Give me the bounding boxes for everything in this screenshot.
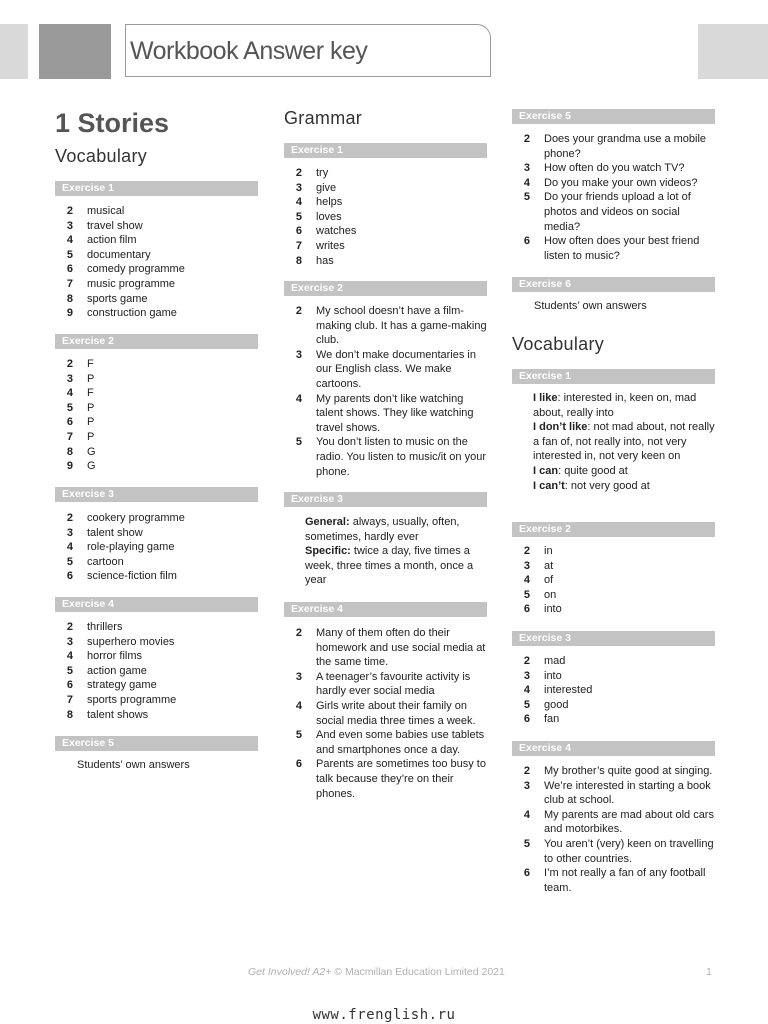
list-item [284,210,487,225]
item-text: construction game [87,307,177,320]
exercise-3-answers [305,515,487,588]
list-item [512,559,715,574]
list-item [55,386,258,401]
dont-like-text: : not mad about, not really a fan of, not really into, not very interested in, not very keen on [533,421,715,463]
item-text: interested [544,684,593,697]
answer-list [55,357,258,474]
list-item [284,195,487,210]
item-number: 4 [66,387,73,400]
section-title-vocabulary: Vocabulary [55,146,148,166]
item-text: musical [87,205,125,217]
list-item [512,808,715,837]
item-text: strategy game [87,679,157,692]
can-label: I can [533,464,559,477]
item-text: We’re interested in starting a book club at school. [544,779,711,807]
footer-book-title: Get Involved! A2+ [248,966,332,978]
item-text: How often do you watch TV? [544,162,685,175]
list-item [55,693,258,708]
exercise-header: Exercise 5 [512,109,715,124]
list-item [512,669,715,684]
item-number: 7 [66,277,73,290]
item-text: comedy programme [87,263,185,276]
item-text: Do you make your own videos? [544,176,698,189]
answer-list [55,620,258,722]
specific-label: Specific: [305,545,351,558]
item-text: G [87,460,96,473]
item-text: And even some babies use tablets and smartphones once a day. [316,729,485,756]
footer-copyright-text: © Macmillan Education Limited 2021 [331,966,505,978]
item-text: Girls write about their family on social media three times a week. [316,699,476,727]
item-text: role-playing game [87,541,175,554]
answer-list [284,626,487,801]
list-item [512,544,715,559]
item-text: thrillers [87,621,123,633]
list-item [55,459,258,474]
list-item [55,635,258,650]
item-text: A teenager’s favourite activity is hardly ever social media [316,670,471,698]
item-number: 3 [523,669,530,682]
item-number: 3 [295,348,302,361]
exercise-header: Exercise 1 [284,143,487,158]
section-title-grammar: Grammar [284,108,363,128]
exercise-header: Exercise 6 [512,277,715,292]
header-tab-right [698,24,768,79]
item-number: 6 [295,758,302,771]
item-text: P [87,416,95,429]
exercise-header: Exercise 4 [512,741,715,756]
general-label: General: [305,516,350,528]
item-text: G [87,445,96,458]
list-item [55,678,258,693]
exercise-header: Exercise 3 [284,492,487,507]
list-item [512,602,715,617]
list-item [55,292,258,307]
item-number: 5 [66,401,73,414]
item-number: 3 [66,219,73,232]
item-number: 2 [66,205,73,217]
item-number: 8 [66,292,73,305]
item-number: 8 [66,445,73,458]
list-item [512,176,715,191]
item-text: into [544,603,562,616]
list-item [512,779,715,808]
item-number: 6 [523,603,530,616]
header-tab-dark [39,24,111,79]
item-number: 4 [523,574,530,587]
item-text: at [544,559,554,572]
item-number: 2 [523,765,530,777]
item-number: 8 [295,254,302,267]
item-number: 2 [523,133,530,145]
item-number: 3 [66,372,73,385]
list-item [284,181,487,196]
list-item [284,392,487,436]
item-number: 4 [295,699,302,712]
answer-text: Students’ own answers [77,759,190,771]
list-item [55,415,258,430]
list-item [512,588,715,603]
item-text: has [316,254,334,267]
exercise-header: Exercise 4 [284,602,487,617]
item-number: 5 [523,698,530,711]
list-item [55,248,258,263]
can-text: : quite good at [558,464,628,477]
list-item [284,435,487,479]
item-text: Does your grandma use a mobile phone? [544,133,707,160]
item-number: 4 [66,234,73,247]
list-item [512,234,715,263]
item-number: 4 [523,176,530,189]
answer-list [512,654,715,727]
item-text: cookery programme [87,512,185,524]
list-item [512,573,715,588]
item-text: My school doesn’t have a film-making club. It has a game-making club. [316,305,487,347]
general-text: always, usually, often, sometimes, hardly ever [305,516,460,543]
list-item [512,654,715,669]
item-text: documentary [87,248,151,261]
header-box [125,24,491,77]
item-text: talent shows [87,708,149,721]
list-item [55,277,258,292]
item-text: You don’t listen to music on the radio. You listen to music/it on your phone. [316,436,486,478]
item-text: of [544,574,554,587]
list-item [55,649,258,664]
item-text: watches [316,225,357,238]
footer-copyright [248,966,505,978]
item-text: My parents don’t like watching talent shows. They like watching travel shows. [316,392,474,434]
item-text: travel show [87,219,143,232]
header-tab-left [0,24,28,79]
list-item [55,233,258,248]
item-text: loves [316,210,342,223]
item-text: I’m not really a fan of any football team. [544,867,706,894]
exercise-header: Exercise 2 [284,281,487,296]
item-number: 5 [66,555,73,568]
item-text: Many of them often do their homework and use social media at the same time. [316,627,486,669]
item-number: 3 [523,559,530,572]
item-number: 4 [295,392,302,405]
list-item [284,224,487,239]
item-text: writes [316,239,345,252]
item-text: Parents are sometimes too busy to talk because they’re on their phones. [316,758,486,800]
list-item [512,132,715,161]
item-number: 6 [66,679,73,692]
item-text: My brother’s quite good at singing. [544,765,713,777]
item-text: science-fiction film [87,570,177,583]
answer-list [512,132,715,263]
item-text: try [316,167,329,179]
list-item [284,757,487,801]
item-number: 5 [523,837,530,850]
answer-list [512,764,715,895]
list-item [284,728,487,757]
list-item [284,348,487,392]
cant-text: : not very good at [564,479,650,492]
item-number: 5 [66,664,73,677]
item-text: superhero movies [87,635,175,648]
item-number: 7 [66,430,73,443]
exercise-header: Exercise 2 [55,334,258,349]
item-text: action game [87,664,147,677]
item-text: You aren’t (very) keen on travelling to other countries. [544,837,714,865]
item-text: fan [544,713,560,726]
list-item [512,190,715,234]
item-number: 3 [295,181,302,194]
item-text: sports game [87,292,148,305]
section-title-vocabulary: Vocabulary [512,334,605,354]
item-text: cartoon [87,555,124,568]
exercise-header: Exercise 1 [512,369,715,384]
item-number: 4 [295,196,302,209]
item-number: 9 [66,307,73,320]
specific-text: twice a day, five times a week, three times a month, once a year [305,545,474,587]
list-item [284,166,487,181]
list-item [55,357,258,372]
item-number: 2 [523,545,530,557]
answer-list [284,304,487,479]
list-item [512,712,715,727]
exercise-header: Exercise 5 [55,736,258,751]
item-number: 4 [66,650,73,663]
item-number: 5 [523,588,530,601]
item-text: We don’t make documentaries in our English class. We make cartoons. [316,348,476,390]
list-item [55,401,258,416]
list-item [55,708,258,723]
page-title: Workbook Answer key [130,37,368,65]
item-text: My parents are mad about old cars and motorbikes. [544,808,714,836]
list-item [284,699,487,728]
item-text: sports programme [87,693,177,706]
item-text: horror films [87,650,143,663]
item-number: 3 [66,635,73,648]
item-number: 6 [523,867,530,880]
item-number: 7 [295,239,302,252]
list-item [55,430,258,445]
item-text: music programme [87,277,176,290]
list-item [284,254,487,269]
watermark-url: www.frenglish.ru [312,1007,456,1023]
item-text: mad [544,655,566,667]
list-item [512,837,715,866]
item-number: 9 [66,460,73,473]
exercise-header: Exercise 3 [512,631,715,646]
item-number: 6 [66,263,73,276]
list-item [55,569,258,584]
list-item [55,445,258,460]
list-item [55,540,258,555]
item-number: 2 [295,167,302,179]
list-item [512,698,715,713]
item-number: 6 [66,416,73,429]
item-text: F [87,358,94,370]
item-number: 3 [66,526,73,539]
exercise-header: Exercise 4 [55,597,258,612]
list-item [512,683,715,698]
dont-like-label: I don’t like [533,421,588,434]
list-item [284,670,487,699]
item-text: P [87,372,95,385]
list-item [284,626,487,670]
item-number: 5 [295,729,302,742]
exercise-header: Exercise 2 [512,522,715,537]
item-number: 5 [295,436,302,449]
item-number: 6 [523,235,530,248]
item-number: 2 [66,512,73,524]
list-item [55,526,258,541]
answer-text: Students’ own answers [534,300,647,312]
list-item [55,219,258,234]
list-item [512,764,715,779]
item-number: 6 [523,713,530,726]
item-number: 3 [295,670,302,683]
list-item [284,304,487,348]
list-item [55,511,258,526]
list-item [55,204,258,219]
answer-list [55,511,258,584]
item-number: 7 [66,693,73,706]
item-text: give [316,181,337,194]
like-text: : interested in, keen on, mad about, really into [533,392,697,419]
item-text: P [87,401,95,414]
item-number: 6 [66,570,73,583]
item-number: 3 [523,779,530,792]
item-text: action film [87,234,137,247]
item-text: Do your friends upload a lot of photos and videos on social media? [544,191,691,233]
unit-title: 1 Stories [55,108,170,138]
item-number: 4 [66,541,73,554]
item-text: on [544,588,557,601]
item-number: 4 [523,684,530,697]
list-item [55,620,258,635]
list-item [55,555,258,570]
item-text: talent show [87,526,143,539]
item-text: How often does your best friend listen to music? [544,235,700,262]
item-number: 5 [66,248,73,261]
item-number: 6 [295,225,302,238]
item-number: 4 [523,808,530,821]
answer-list [512,544,715,617]
item-number: 5 [523,191,530,204]
item-number: 2 [66,621,73,633]
item-text: in [544,545,553,557]
item-text: helps [316,196,343,209]
exercise-header: Exercise 3 [55,487,258,502]
item-number: 2 [66,358,73,370]
list-item [55,664,258,679]
item-number: 2 [523,655,530,667]
answer-list [55,204,258,321]
answer-list [284,166,487,268]
item-number: 5 [295,210,302,223]
item-text: good [544,698,569,711]
list-item [55,372,258,387]
list-item [284,239,487,254]
page-number: 1 [706,966,712,978]
item-text: into [544,669,562,682]
item-number: 3 [523,162,530,175]
item-text: F [87,387,94,400]
exercise-header: Exercise 1 [55,181,258,196]
like-label: I like [533,392,558,404]
vocab-exercise-1-answers [533,391,715,493]
list-item [55,262,258,277]
list-item [512,161,715,176]
item-text: P [87,430,95,443]
item-number: 8 [66,708,73,721]
list-item [55,306,258,321]
list-item [512,866,715,895]
item-number: 2 [295,305,302,317]
cant-label: I can’t [533,479,565,492]
item-number: 2 [295,627,302,639]
